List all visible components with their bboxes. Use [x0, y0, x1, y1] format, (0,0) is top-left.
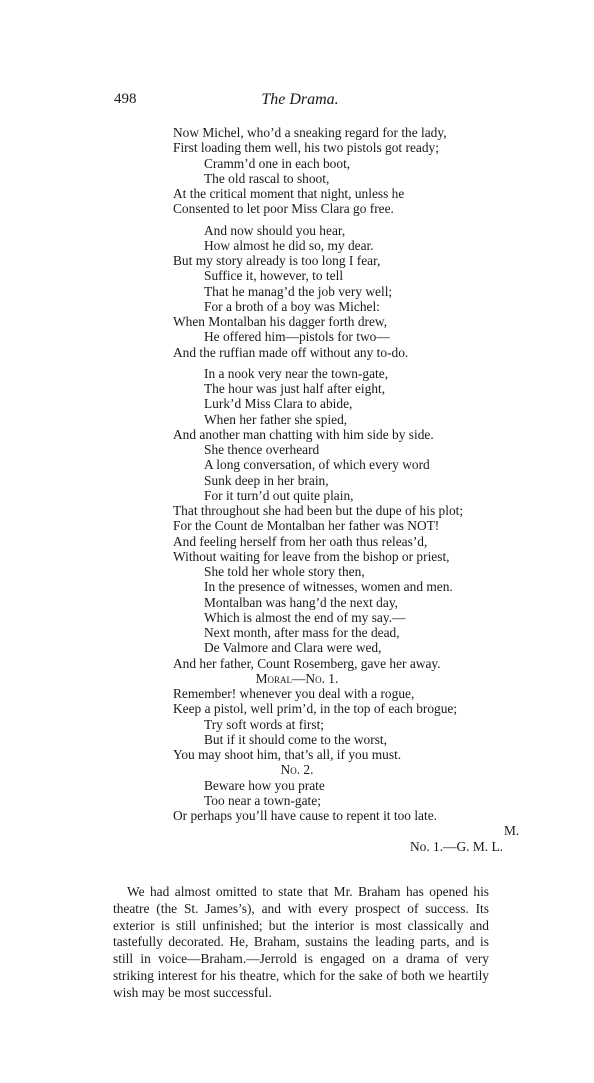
- poem-line: And another man chatting with him side by side.: [173, 426, 434, 442]
- poem-line: Lurk’d Miss Clara to abide,: [204, 396, 353, 412]
- poem-line: A long conversation, of which every word: [204, 457, 430, 473]
- poem-line: When her father she spied,: [204, 411, 348, 427]
- poem-line: He offered him—pistols for two—: [204, 329, 390, 345]
- poem-line: Remember! whenever you deal with a rogue,: [173, 686, 415, 701]
- poem-line: For a broth of a boy was Michel:: [204, 298, 380, 314]
- poem-line: Which is almost the end of my say.—: [204, 609, 406, 625]
- poem-line: And feeling herself from her oath thus releas’d,: [173, 533, 428, 549]
- poem-line: Suffice it, however, to tell: [204, 268, 344, 284]
- poem-line: No. 2.: [280, 762, 314, 778]
- poem-line: Try soft words at first;: [204, 716, 325, 732]
- poem-line: She told her whole story then,: [204, 564, 365, 579]
- poem-line: But if it should come to the worst,: [204, 731, 387, 747]
- poem-line: When Montalban his dagger forth drew,: [173, 314, 388, 329]
- editorial-note: [113, 884, 489, 1002]
- poem-line: Moral—No. 1.: [255, 670, 339, 686]
- poem-line: De Valmore and Clara were wed,: [204, 640, 382, 656]
- poem-line: Next month, after mass for the dead,: [204, 625, 400, 640]
- page-header: [114, 91, 486, 113]
- poem-line: She thence overheard: [204, 442, 320, 457]
- poem-line: For it turn’d out quite plain,: [204, 487, 354, 503]
- poem-line: Montalban was hang’d the next day,: [204, 594, 398, 610]
- poem-line: Beware how you prate: [204, 777, 325, 793]
- poem-line: You may shoot him, that’s all, if you must.: [173, 747, 402, 762]
- poem-line: Now Michel, who’d a sneaking regard for the lady,: [173, 125, 447, 140]
- poem-line: In the presence of witnesses, women and men.: [204, 579, 453, 595]
- poem-line: And now should you hear,: [204, 222, 346, 238]
- poem-line: Too near a town-gate;: [204, 792, 321, 808]
- poem-line: And the ruffian made off without any to-do.: [173, 344, 409, 360]
- poem-line: And her father, Count Rosemberg, gave her away.: [173, 655, 441, 671]
- poem-line: First loading them well, his two pistols got ready;: [173, 140, 439, 156]
- poem-line: Consented to let poor Miss Clara go free.: [173, 201, 394, 217]
- poem-line: Sunk deep in her brain,: [204, 472, 329, 488]
- poem-line: Cramm’d one in each boot,: [204, 155, 351, 171]
- poem-line: The hour was just half after eight,: [204, 381, 386, 396]
- poem-line: Or perhaps you’ll have cause to repent it too late.: [173, 808, 438, 823]
- poem-line: No. 1.—G. M. L.: [410, 838, 503, 854]
- poem-line: But my story already is too long I fear,: [173, 253, 381, 268]
- poem-line: At the critical moment that night, unless he: [173, 186, 405, 201]
- poem-line: Keep a pistol, well prim’d, in the top of each brogue;: [173, 701, 458, 717]
- poem-line: Without waiting for leave from the bishop or priest,: [173, 548, 450, 564]
- poem-line: M.: [504, 823, 520, 839]
- poem-line: That he manag’d the job very well;: [204, 283, 393, 299]
- page-number: 498: [114, 91, 137, 107]
- poem-line: For the Count de Montalban her father was NOT!: [173, 518, 440, 534]
- poem-line: The old rascal to shoot,: [204, 170, 330, 186]
- running-title: The Drama.: [261, 91, 339, 108]
- poem-line: In a nook very near the town-gate,: [204, 365, 389, 381]
- editorial-paragraph: We had almost omitted to state that Mr. Braham has opened his theatre (the St. James’s), and with every prospect of success. Its exterior is still unfinished; but the interior is most classically and tastefully decorated. He, Braham, sustains the leading parts, and is still in voice—Braham.—Jerrold is engaged on a drama of very striking interest for his theatre, which for the sake of both we heartily wish may be most successful.: [113, 884, 489, 1000]
- poem-line: That throughout she had been but the dupe of his plot;: [173, 503, 464, 518]
- poem-line: How almost he did so, my dear.: [204, 237, 374, 253]
